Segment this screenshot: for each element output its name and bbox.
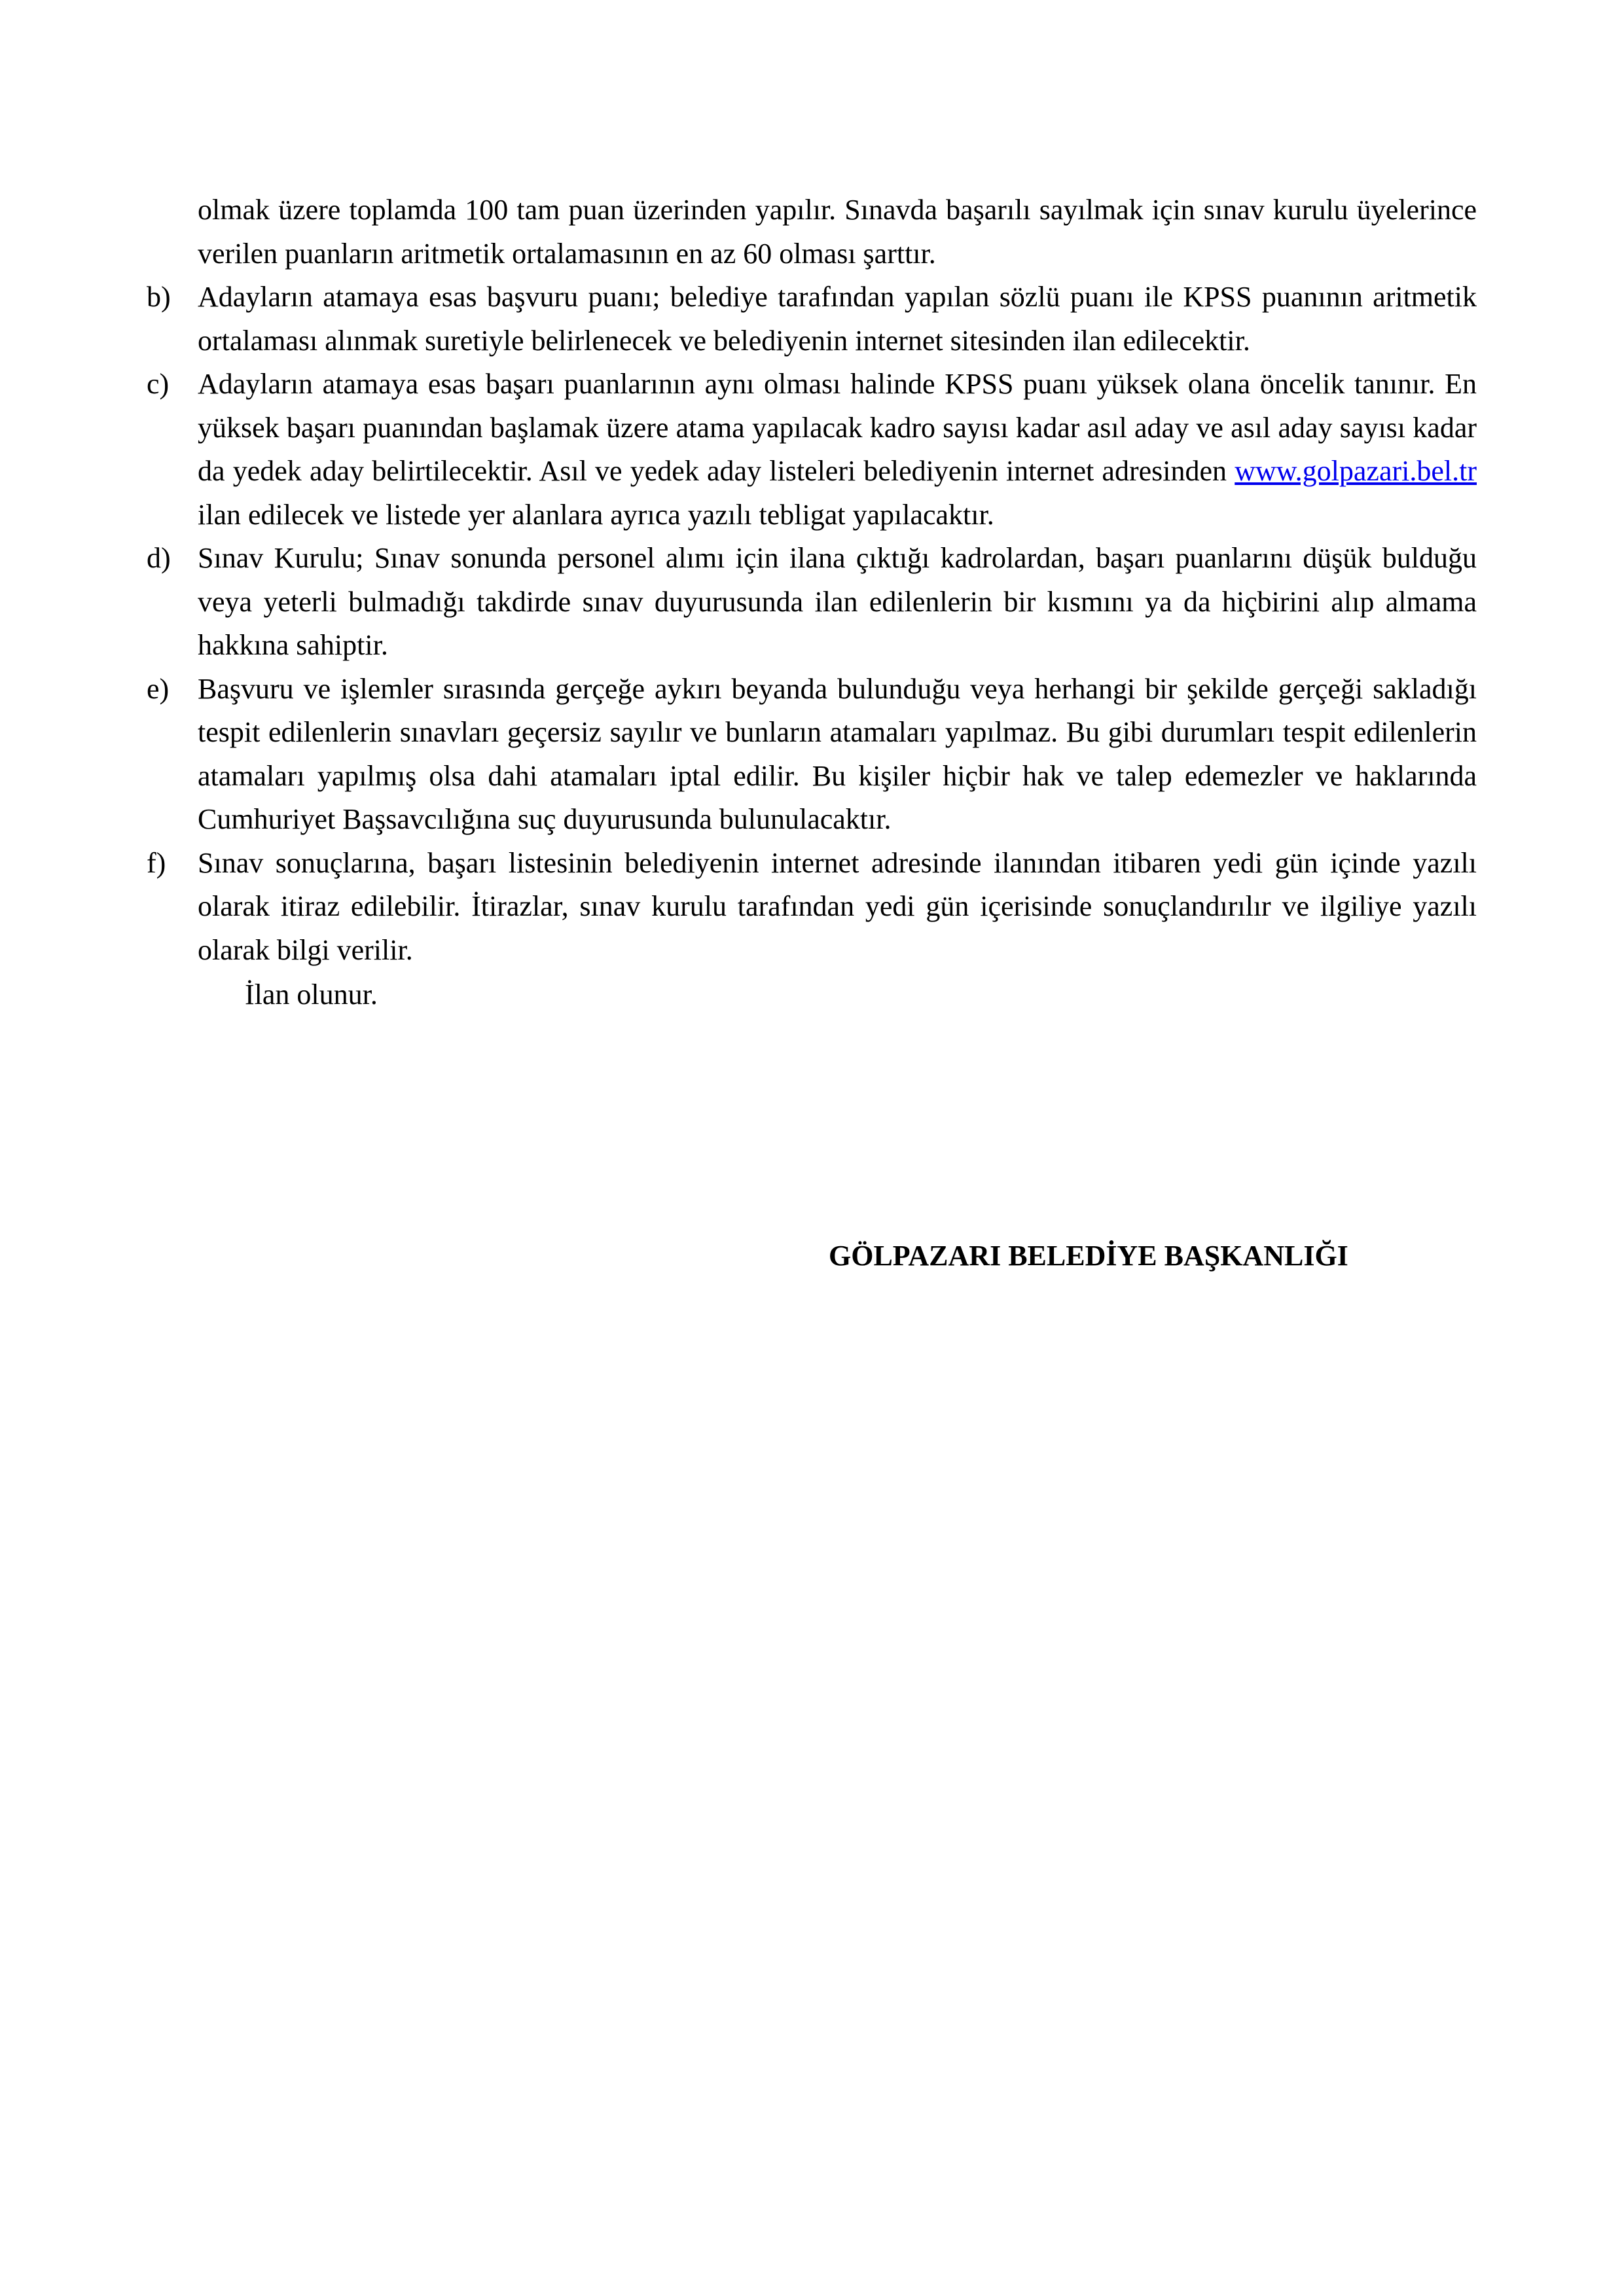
paragraph-continuation: olmak üzere toplamda 100 tam puan üzerinden yapılır. Sınavda başarılı sayılmak için sınav kurulu üyelerince verilen puanların aritmetik ortalamasının en az 60 olması şarttır. [198, 194, 1477, 270]
list-text-f: Sınav sonuçlarına, başarı listesinin belediyenin internet adresinde ilanından itibaren yedi gün içinde yazılı olarak itiraz edilebilir. İtirazlar, sınav kurulu tarafından yedi gün içerisinde sonuçlandırılır ve ilgiliye yazılı olarak bilgi verilir. [198, 846, 1477, 966]
list-text-e: Başvuru ve işlemler sırasında gerçeğe aykırı beyanda bulunduğu veya herhangi bir şekilde gerçeği sakladığı tespit edilenlerin sınavları geçersiz sayılır ve bunların atamaları yapılmaz. Bu gibi durumları tespit edilenlerin atamaları yapılmış olsa dahi atamaları iptal edilir. Bu kişiler hiçbir hak ve talep edemezler ve haklarında Cumhuriyet Başsavcılığına suç duyurusunda bulunulacaktır. [198, 672, 1477, 835]
list-text-b: Adayların atamaya esas başvuru puanı; belediye tarafından yapılan sözlü puanı ile KPSS puanının aritmetik ortalaması alınmak suretiyle belirlenecek ve belediyenin internet sitesinden ilan edilecektir. [198, 281, 1477, 357]
list-item-e [147, 668, 1477, 842]
list-marker-b: b) [147, 281, 171, 313]
list-item-d [147, 537, 1477, 668]
list-text-d: Sınav Kurulu; Sınav sonunda personel alımı için ilana çıktığı kadrolardan, başarı puanlarını düşük bulduğu veya yeterli bulmadığı takdirde sınav duyurusunda ilan edilenlerin bir kısmını ya da hiçbirini alıp almama hakkına sahiptir. [198, 542, 1477, 661]
list-marker-e: e) [147, 672, 170, 705]
list-item-b [147, 276, 1477, 363]
list-item-c [147, 363, 1477, 537]
list-marker-d: d) [147, 542, 171, 574]
list-marker-f: f) [147, 846, 166, 879]
document-body [147, 188, 1477, 1017]
list-marker-c: c) [147, 368, 170, 400]
list-text-c-before-link: Adayların atamaya esas başarı puanlarının aynı olması halinde KPSS puanı yüksek olana öncelik tanınır. En yüksek başarı puanından başlamak üzere atama yapılacak kadro sayısı kadar asıl aday ve asıl aday sayısı kadar da yedek aday belirtilecektir. Asıl ve yedek aday listeleri belediyenin internet adresinden [198, 368, 1477, 487]
signature-block: GÖLPAZARI BELEDİYE BAŞKANLIĞI [829, 1240, 1348, 1272]
list-text-c [198, 363, 1477, 537]
closing-statement: İlan olunur. [245, 978, 378, 1011]
list-item-f [147, 842, 1477, 973]
list-text-c-after-link: ilan edilecek ve listede yer alanlara ayrıca yazılı tebligat yapılacaktır. [198, 498, 994, 531]
municipality-website-link[interactable]: www.golpazari.bel.tr [1235, 455, 1477, 487]
